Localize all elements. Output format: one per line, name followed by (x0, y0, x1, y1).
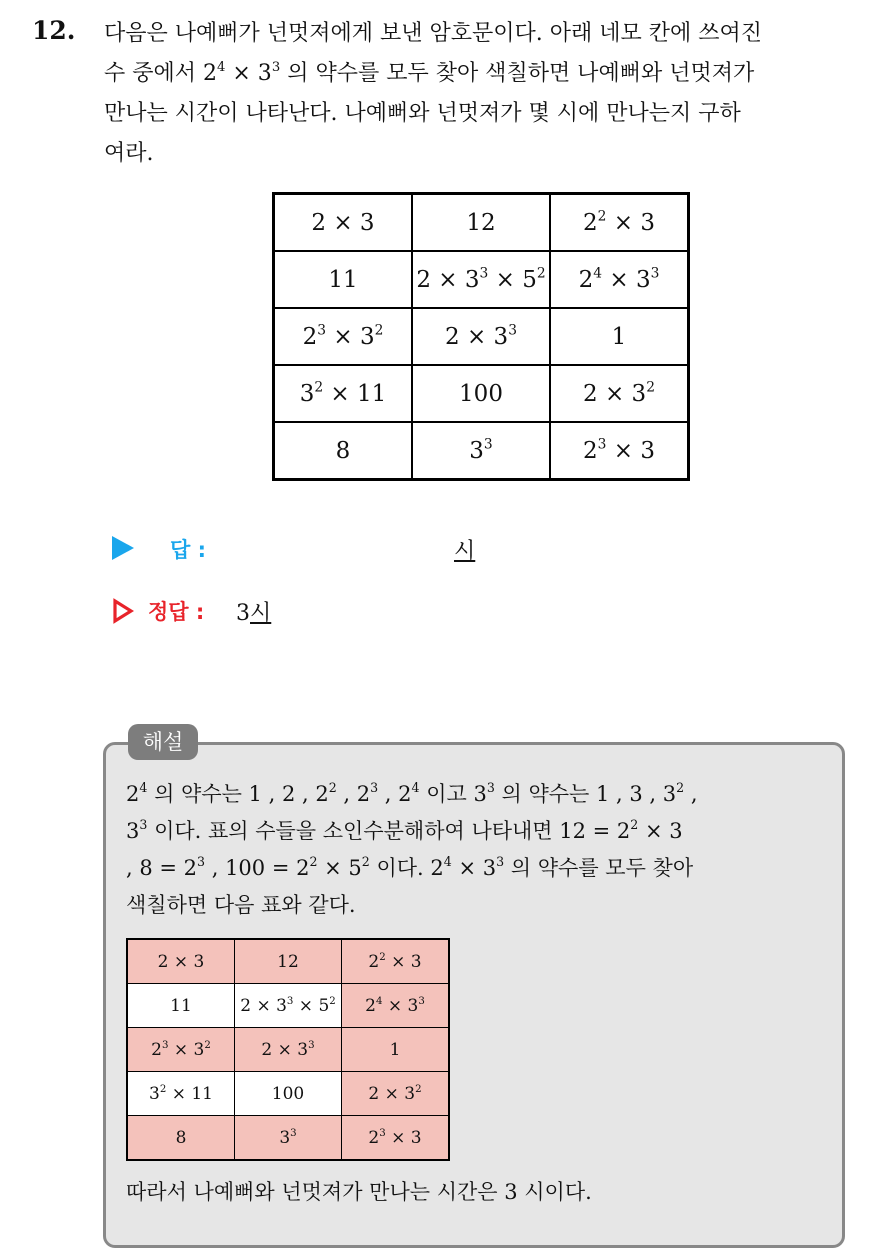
text-run: 3 (279, 1127, 291, 1148)
table-cell (274, 422, 413, 480)
exponent: 3 (290, 1127, 297, 1139)
text-run: × 3 (385, 951, 422, 972)
text-run: × 3 (606, 437, 655, 464)
text-run: 이고 3 (419, 782, 487, 806)
table-cell (235, 1028, 342, 1072)
table-cell (274, 365, 413, 422)
table-cell (342, 939, 450, 984)
text-run: 2 × 3 (445, 323, 509, 350)
table-cell (412, 194, 550, 252)
text-run: 의 약수는 1 , 3 , 3 (494, 782, 677, 806)
text-run: 2 (583, 209, 598, 236)
table-cell (342, 1072, 450, 1116)
text-run: 2 (578, 266, 594, 293)
text-run: , 2 (336, 782, 371, 806)
text-run: 1 (389, 1039, 401, 1060)
table-cell (235, 1072, 342, 1116)
table-row (274, 194, 689, 252)
exponent: 2 (159, 1083, 167, 1095)
text-line (126, 887, 836, 924)
table-cell (550, 308, 689, 365)
table-cell (550, 251, 689, 308)
table-cell (127, 1028, 235, 1072)
problem-number: 12. (32, 16, 76, 45)
exponent: 4 (217, 59, 226, 75)
text-run: 만나는 시간이 나타난다. 나예뻐와 넌멋져가 몇 시에 만나는지 구하 (104, 101, 741, 126)
exponent: 2 (374, 321, 384, 338)
exponent: 3 (317, 321, 327, 338)
table-cell (342, 1028, 450, 1072)
answer-row (112, 534, 532, 570)
table-cell (235, 939, 342, 984)
table-cell (342, 1116, 450, 1161)
text-run: , 100 = 2 (205, 856, 310, 880)
text-run: 3 (149, 1083, 160, 1104)
text-run: 2 (583, 437, 598, 464)
exponent: 3 (496, 854, 505, 870)
exponent: 3 (286, 995, 294, 1007)
text-run: 2 × 3 (240, 995, 287, 1016)
text-run: 이다. 표의 수들을 소인수분해하여 나타내면 12 = 2 (147, 819, 631, 843)
exponent: 2 (415, 1083, 422, 1095)
text-run: 2 × 3 (261, 1039, 309, 1060)
table-cell (412, 422, 550, 480)
text-run: × 3 (385, 1127, 422, 1148)
table-row (274, 251, 689, 308)
text-run: 여라. (104, 141, 154, 166)
text-run: 2 (365, 995, 376, 1016)
table-row (127, 984, 449, 1028)
exponent: 2 (646, 378, 655, 395)
exponent: 2 (328, 780, 337, 796)
text-run: , (684, 782, 698, 806)
exponent: 2 (314, 378, 324, 395)
exponent: 3 (197, 854, 206, 870)
text-run: 색칠하면 다음 표와 같다. (126, 893, 356, 917)
table-row (274, 308, 689, 365)
text-run: 100 (459, 380, 503, 407)
correct-answer-label: 정답 : (148, 600, 205, 624)
text-run: 2 × 3 (583, 380, 647, 407)
table-cell (127, 984, 235, 1028)
exponent: 3 (271, 59, 281, 75)
table-cell (127, 1072, 235, 1116)
text-run: 의 약수를 모두 찾아 색칠하면 나예뻐와 넌멋져가 (280, 61, 755, 86)
correct-answer-value (236, 596, 271, 627)
exponent: 3 (370, 780, 379, 796)
table-row (274, 422, 689, 480)
exponent: 2 (379, 951, 386, 963)
exponent: 2 (676, 780, 685, 796)
exponent: 2 (309, 854, 318, 870)
text-run: 11 (170, 995, 192, 1016)
play-triangle-icon (112, 536, 134, 560)
text-run: × 3 (168, 1039, 205, 1060)
table-row (274, 365, 689, 422)
answer-label: 답 : (170, 538, 206, 562)
explanation-tag: 해설 (128, 724, 198, 760)
text-run: 12 (277, 951, 299, 972)
text-run: , 2 (378, 782, 412, 806)
text-run: 2 (151, 1039, 162, 1060)
exponent: 4 (443, 854, 452, 870)
exponent: 2 (361, 854, 370, 870)
text-run: 2 (302, 323, 318, 350)
text-run: × 5 (317, 856, 362, 880)
text-run: × 5 (293, 995, 330, 1016)
text-line (126, 776, 836, 813)
table-cell (235, 1116, 342, 1161)
text-line (104, 14, 872, 54)
text-run: 2 × 3 (368, 1083, 416, 1104)
text-run: 수 중에서 2 (104, 61, 217, 86)
text-run: 2 (368, 1127, 380, 1148)
table-cell (127, 1116, 235, 1161)
text-line (104, 134, 872, 174)
text-run: 3 (469, 437, 484, 464)
explanation-text (126, 776, 836, 924)
table-cell (235, 984, 342, 1028)
text-run: 11 (328, 266, 358, 293)
correct-answer-number: 3 (236, 601, 250, 626)
text-run: × 3 (326, 323, 375, 350)
exponent: 3 (483, 435, 493, 452)
text-run: × 11 (166, 1083, 213, 1104)
exponent: 3 (650, 264, 660, 281)
text-run: 이다. 2 (369, 856, 444, 880)
exponent: 3 (479, 264, 489, 281)
explanation-conclusion: 따라서 나예뻐와 넌멋져가 만나는 시간은 3 시이다. (126, 1180, 592, 1204)
table-cell (342, 984, 450, 1028)
text-run: × 11 (323, 380, 387, 407)
exponent: 2 (597, 207, 607, 224)
exponent: 3 (486, 780, 495, 796)
text-run: 3 (299, 380, 315, 407)
text-run: × 3 (606, 209, 655, 236)
table-cell (550, 194, 689, 252)
outline-triangle-icon (112, 598, 134, 624)
text-run: × 3 (451, 856, 497, 880)
text-run: 2 (126, 782, 140, 806)
text-run: × 3 (638, 819, 683, 843)
answer-unit: 시 (454, 539, 476, 564)
exponent: 4 (139, 780, 148, 796)
text-run: 다음은 나예뻐가 넌멋져에게 보낸 암호문이다. 아래 네모 칸에 쓰여진 (104, 21, 762, 46)
table-row (127, 1028, 449, 1072)
table-cell (127, 939, 235, 984)
exponent: 3 (379, 1127, 386, 1139)
text-run: × 5 (488, 266, 537, 293)
exponent: 4 (593, 264, 603, 281)
table-cell (274, 251, 413, 308)
table-cell (550, 365, 689, 422)
text-run: × 3 (382, 995, 419, 1016)
correct-answer-row (112, 596, 412, 632)
table-cell (274, 194, 413, 252)
exponent: 2 (536, 264, 546, 281)
exponent: 3 (597, 435, 607, 452)
exponent: 4 (411, 780, 420, 796)
text-run: , 8 = 2 (126, 856, 198, 880)
exponent: 3 (161, 1039, 169, 1051)
text-run: 의 약수는 1 , 2 , 2 (147, 782, 329, 806)
text-line (126, 850, 836, 887)
cipher-table (272, 192, 690, 481)
exponent: 2 (329, 995, 336, 1007)
text-run: 8 (175, 1127, 187, 1148)
table-cell (412, 251, 550, 308)
problem-text (104, 14, 872, 174)
table-row (127, 939, 449, 984)
text-run: 12 (466, 209, 496, 236)
table-row (127, 1116, 449, 1161)
text-run: 2 (368, 951, 380, 972)
text-run: × 3 (225, 61, 272, 86)
text-run: 1 (611, 323, 627, 350)
text-run: 100 (271, 1083, 305, 1104)
text-line (126, 813, 836, 850)
text-run: 3 (126, 819, 140, 843)
text-run: 2 × 3 (311, 209, 375, 236)
exponent: 3 (139, 817, 148, 833)
table-row (127, 1072, 449, 1116)
correct-answer-unit: 시 (250, 601, 272, 626)
exponent: 4 (375, 995, 383, 1007)
text-line (104, 54, 872, 94)
solution-table (126, 938, 450, 1161)
exponent: 3 (418, 995, 425, 1007)
text-run: 의 약수를 모두 찾아 (504, 856, 694, 880)
table-cell (412, 365, 550, 422)
table-cell (550, 422, 689, 480)
exponent: 3 (508, 321, 517, 338)
table-cell (274, 308, 413, 365)
exponent: 2 (630, 817, 639, 833)
text-run: 2 × 3 (416, 266, 480, 293)
text-line (104, 94, 872, 134)
exponent: 3 (308, 1039, 315, 1051)
text-run: 8 (335, 437, 351, 464)
text-run: × 3 (602, 266, 651, 293)
text-run: 2 × 3 (157, 951, 205, 972)
exponent: 2 (204, 1039, 211, 1051)
table-cell (412, 308, 550, 365)
